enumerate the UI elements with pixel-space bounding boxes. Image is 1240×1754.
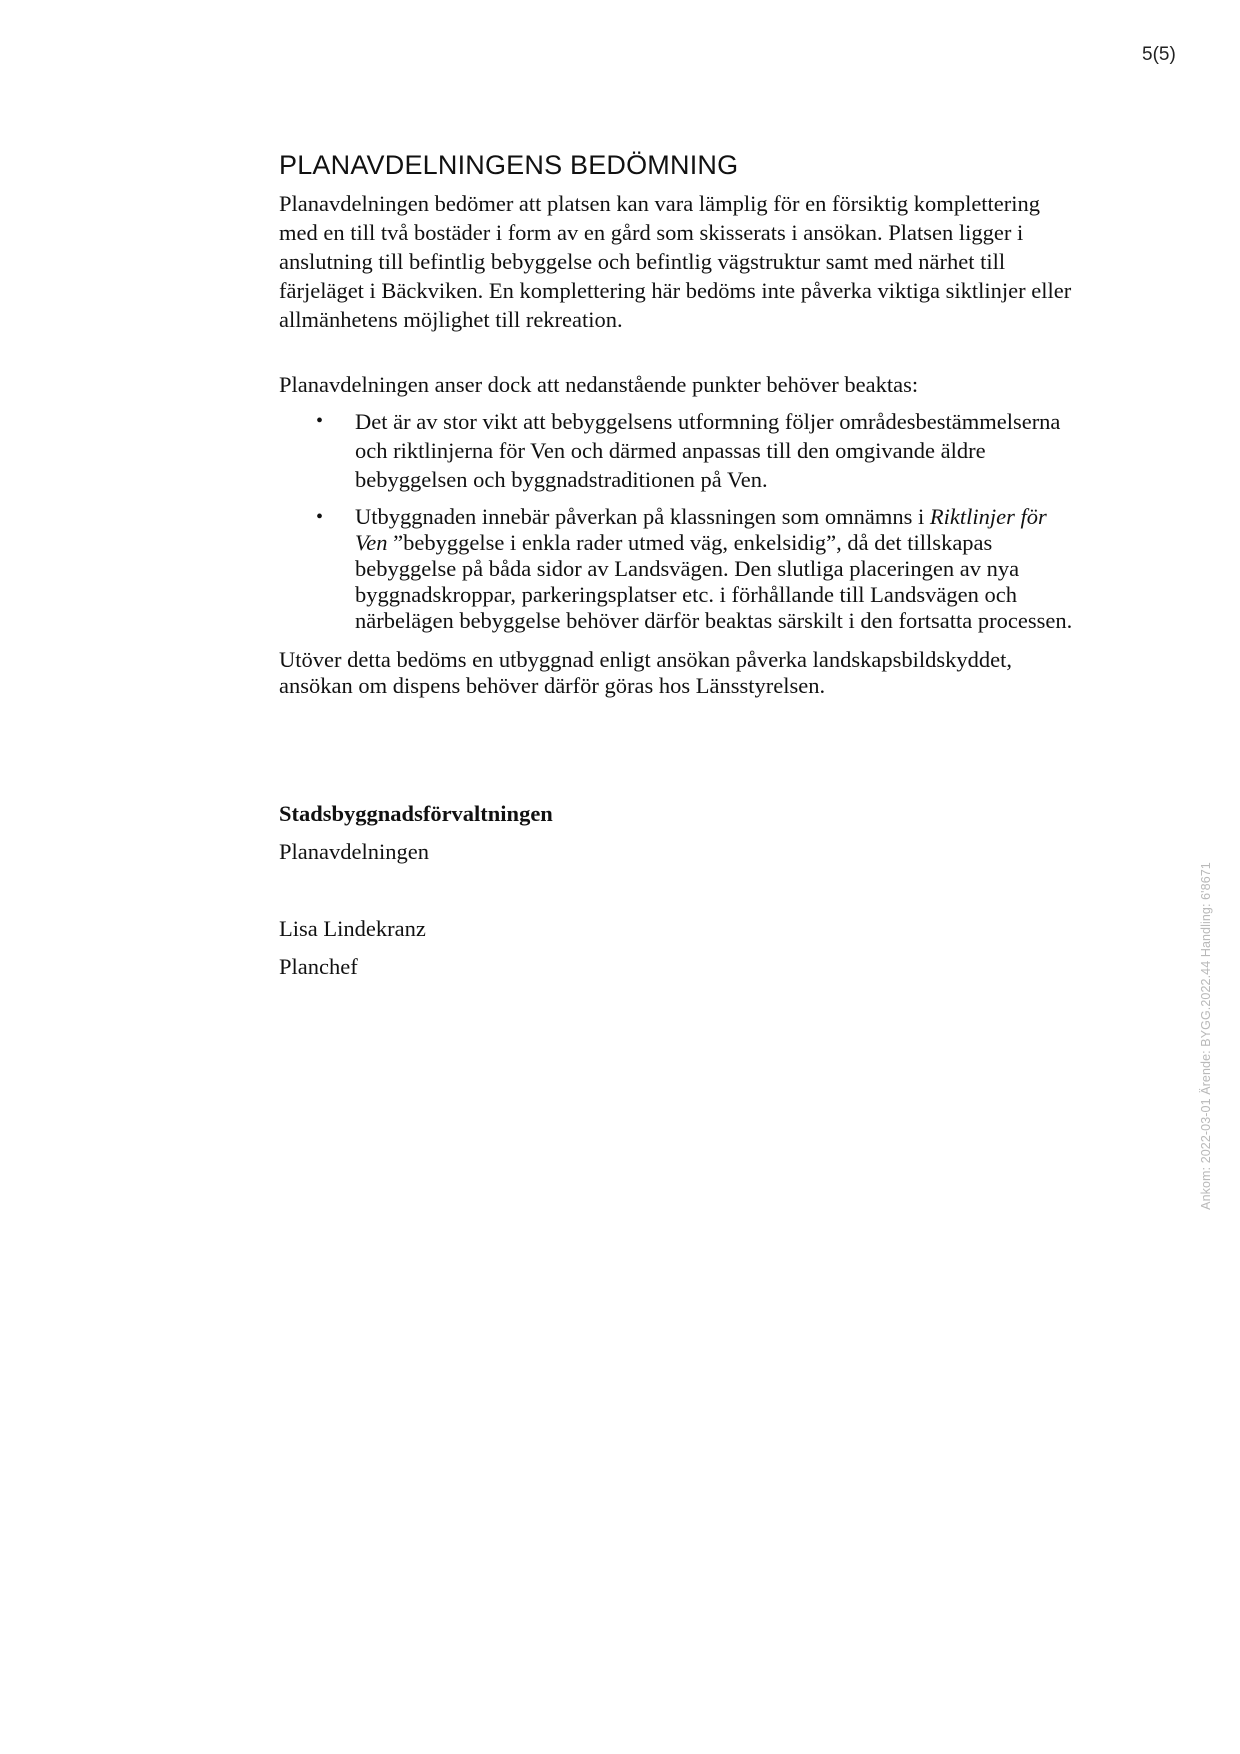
list-item-text-start: Utbyggnaden innebär påverkan på klassningen som omnämns i <box>355 504 930 529</box>
document-title-reference: Riktlinjer för Ven <box>355 504 1047 555</box>
bullet-icon: • <box>316 410 324 432</box>
considerations-intro: Planavdelningen anser dock att nedanstående punkter behöver beaktas: <box>279 372 919 397</box>
bullet-icon: • <box>316 506 324 528</box>
signature-department: Planavdelningen <box>279 839 429 864</box>
section-heading: PLANAVDELNINGENS BEDÖMNING <box>279 150 739 180</box>
signatory-title: Planchef <box>279 954 358 979</box>
document-body <box>279 150 1079 981</box>
list-item <box>279 504 1079 634</box>
signature-block <box>279 799 1079 981</box>
considerations-list <box>279 407 1079 634</box>
dispensation-paragraph: Utöver detta bedöms en utbyggnad enligt ansökan påverka landskapsbildskyddet, ansökan om dispens behöver därför göras hos Länsstyrelsen. <box>279 647 1012 698</box>
page-number: 5(5) <box>1142 44 1176 65</box>
signature-organization: Stadsbyggnadsförvaltningen <box>279 801 553 826</box>
receipt-stamp: Ankom: 2022-03-01 Ärende: BYGG.2022.44 Handling: 6'8671 <box>1199 862 1213 1210</box>
signatory-name: Lisa Lindekranz <box>279 916 426 941</box>
assessment-paragraph: Planavdelningen bedömer att platsen kan vara lämplig för en försiktig komplettering med en till två bostäder i form av en gård som skisserats i ansökan. Platsen ligger i anslutning till befintlig bebyggelse och befintlig vägstruktur samt med närhet till färjeläget i Bäckviken. En komplettering här bedöms inte påverka viktiga siktlinjer eller allmänhetens möjlighet till rekreation. <box>279 191 1072 332</box>
list-item <box>279 407 1079 494</box>
list-item-text-end: ”bebyggelse i enkla rader utmed väg, enkelsidig”, då det tillskapas bebyggelse på båda sidor av Landsvägen. Den slutliga placeringen av nya byggnadskroppar, parkeringsplatser etc. i förhållande till Landsvägen och närbelägen bebyggelse behöver därför beaktas särskilt i den fortsatta processen. <box>355 530 1073 633</box>
list-item-text: Det är av stor vikt att bebyggelsens utformning följer områdesbestämmelserna och riktlinjerna för Ven och därmed anpassas till den omgivande äldre bebyggelsen och byggnadstraditionen på Ven. <box>355 409 1061 492</box>
